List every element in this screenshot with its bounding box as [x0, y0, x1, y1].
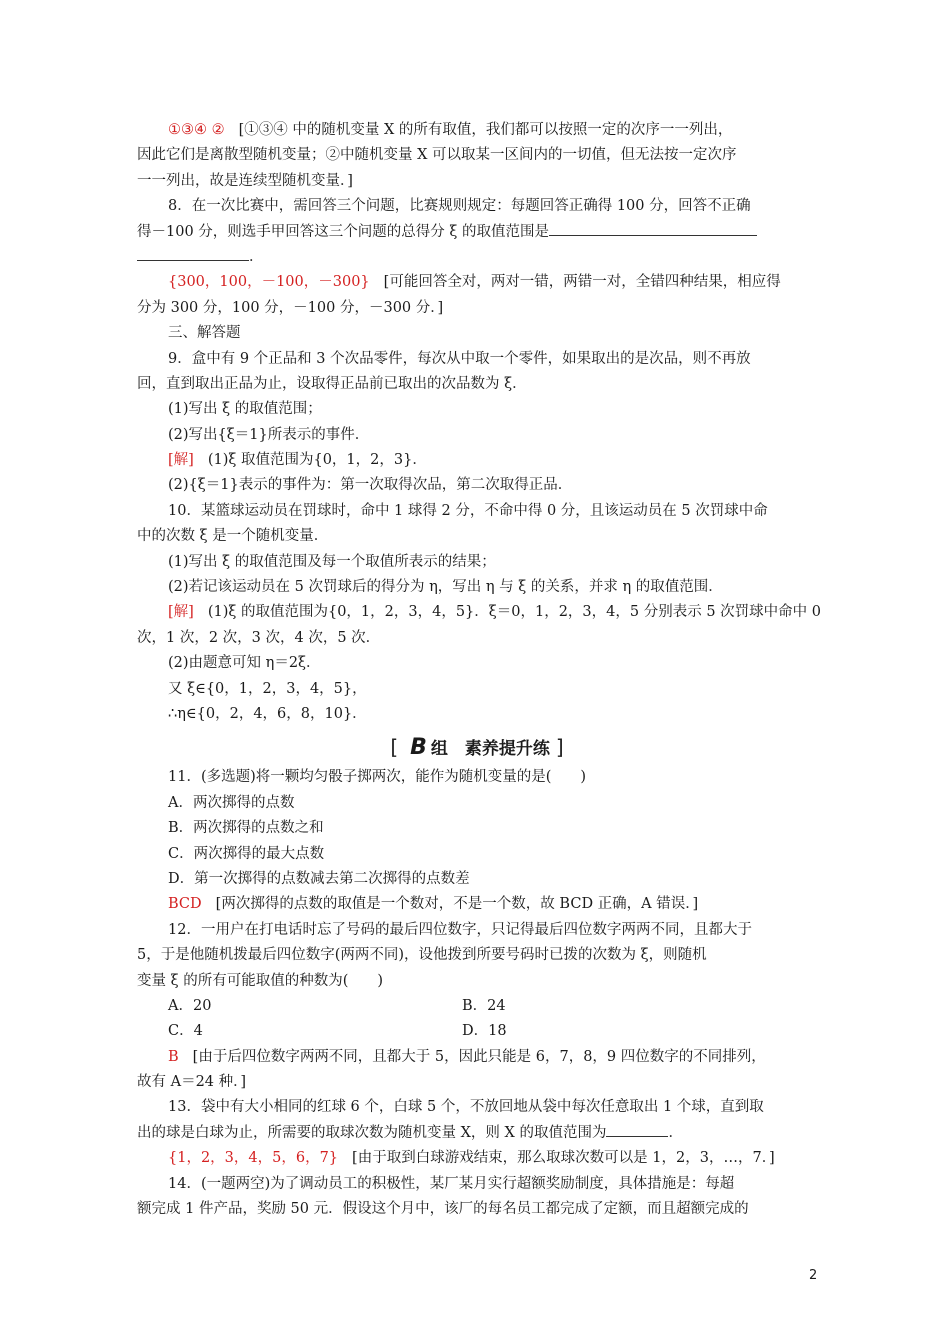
option-row — [137, 994, 817, 1019]
text-line: 因此它们是离散型随机变量；②中随机变量 X 可以取某一区间内的一切值，但无法按一定次序 — [137, 147, 737, 164]
text-line: 5，于是他随机拨最后四位数字(两两不同)，设他拨到所要号码时已拨的次数为 ξ，则随机 — [137, 947, 707, 964]
text-line: (1)写出 ξ 的取值范围及每一个取值所表示的结果； — [168, 553, 496, 570]
text-line: 13．袋中有大小相同的红球 6 个，白球 5 个，不放回地从袋中每次任意取出 1 个球，直到取 — [168, 1099, 764, 1116]
text-line: {1，2，3，4，5，6，7} [由于取到白球游戏结束，那么取球次数可以是 1，2，3，…，7．] — [168, 1150, 775, 1167]
text-line: 中的次数 ξ 是一个随机变量． — [137, 528, 329, 545]
answer-mark: ①③④ ② — [168, 122, 225, 138]
text-line: 额完成 1 件产品，奖励 50 元．假设这个月中，该厂的每名员工都完成了定额，而且超额完成的 — [137, 1201, 749, 1218]
text-line: (2)由题意可知 η＝2ξ． — [168, 655, 321, 672]
answer-blank — [606, 1122, 668, 1137]
text-line: 10．某篮球运动员在罚球时，命中 1 球得 2 分，不命中得 0 分，且该运动员在 5 次罚球中命 — [168, 502, 768, 519]
text-line: 12．一用户在打电话时忘了号码的最后四位数字，只记得最后四位数字两两不同，且都大于 — [168, 921, 752, 938]
text-line: 回，直到取出正品为止，设取得正品前已取出的次品数为 ξ． — [137, 375, 527, 392]
document-page — [137, 118, 821, 1222]
text-line: ①③④ ② [①③④ 中的随机变量 X 的所有取值，我们都可以按照一定的次序一一列出， — [168, 122, 733, 138]
text-line: 分为 300 分，100 分，－100 分，－300 分．] — [137, 299, 444, 316]
text-line: 得－100 分，则选手甲回答这三个问题的总得分 ξ 的取值范围是 — [137, 220, 817, 245]
text-line: 9．盒中有 9 个正品和 3 个次品零件，每次从中取一个零件，如果取出的是次品，则不再放 — [168, 350, 751, 367]
group-letter: B — [410, 735, 427, 761]
answer-blank — [137, 246, 249, 261]
text-line: 故有 A＝24 种．] — [137, 1074, 247, 1091]
text-line: 11．(多选题)将一颗均匀骰子掷两次，能作为随机变量的是( ) — [168, 769, 587, 786]
option-line: A．两次掷得的点数 — [168, 794, 295, 811]
text-line: 又 ξ∈{0，1，2，3，4，5}， — [168, 680, 367, 697]
text-line: 8．在一次比赛中，需回答三个问题，比赛规则规定：每题回答正确得 100 分，回答不正确 — [168, 198, 751, 215]
text-line: 次，1 次，2 次，3 次，4 次，5 次． — [137, 629, 381, 646]
text-line: {300，100，－100，－300} [可能回答全对，两对一错，两错一对，全错四种结果，相应得 — [168, 274, 781, 291]
text-line: BCD [两次掷得的点数的取值是一个数对，不是一个数，故 BCD 正确，A 错误．] — [168, 896, 699, 913]
option-line: C．两次掷得的最大点数 — [168, 845, 325, 862]
option-row — [137, 1019, 817, 1044]
text-line: [解] (1)ξ 的取值范围为{0，1，2，3，4，5}．ξ＝0，1，2，3，4，5 分别表示 5 次罚球中命中 0 — [168, 604, 821, 621]
section-b-banner — [137, 733, 817, 761]
answer-mark: {300，100，－100，－300} — [168, 274, 370, 291]
text-line: 变量 ξ 的所有可能取值的种数为( ) — [137, 972, 384, 989]
text-line: 一一列出，故是连续型随机变量．] — [137, 172, 353, 189]
bracket-open: [ — [390, 735, 399, 760]
answer-mark: BCD — [168, 896, 202, 913]
solution-mark: [解] — [168, 452, 194, 469]
text-line: (2){ξ＝1}表示的事件为：第一次取得次品，第二次取得正品． — [168, 477, 573, 494]
text-line: ∴η∈{0，2，4，6，8，10}． — [168, 705, 367, 722]
solution-mark: [解] — [168, 604, 194, 621]
option-d: D．18 — [462, 1023, 507, 1040]
section-b-title: 组 素养提升练 — [430, 739, 550, 760]
text-line: (2)若记该运动员在 5 次罚球后的得分为 η，写出 η 与 ξ 的关系，并求 η 的取值范围． — [168, 579, 723, 596]
option-b: B．24 — [462, 997, 506, 1014]
text-line: 出的球是白球为止，所需要的取球次数为随机变量 X，则 X 的取值范围为 ． — [137, 1121, 817, 1146]
text-line: 14．(一题两空)为了调动员工的积极性，某厂某月实行超额奖励制度，具体措施是：每超 — [168, 1175, 735, 1192]
answer-mark: {1，2，3，4，5，6，7} — [168, 1150, 339, 1167]
answer-mark: B — [168, 1048, 179, 1065]
option-c: C．4 — [168, 1023, 203, 1040]
text-line: [解] (1)ξ 取值范围为{0，1，2，3}． — [168, 452, 427, 469]
text-line: (1)写出 ξ 的取值范围； — [168, 401, 322, 418]
option-line: B．两次掷得的点数之和 — [168, 820, 324, 837]
answer-blank — [549, 221, 757, 236]
text-line: (2)写出{ξ＝1}所表示的事件． — [168, 426, 370, 443]
section-heading: 三、解答题 — [168, 325, 241, 342]
text-line: ． — [137, 245, 817, 270]
option-line: D．第一次掷得的点数减去第二次掷得的点数差 — [168, 870, 470, 887]
bracket-close: ] — [555, 735, 564, 760]
option-a: A．20 — [168, 997, 212, 1014]
page-number: 2 — [809, 1268, 818, 1283]
text-line: B [由于后四位数字两两不同，且都大于 5，因此只能是 6，7，8，9 四位数字的不同排列， — [168, 1048, 766, 1065]
